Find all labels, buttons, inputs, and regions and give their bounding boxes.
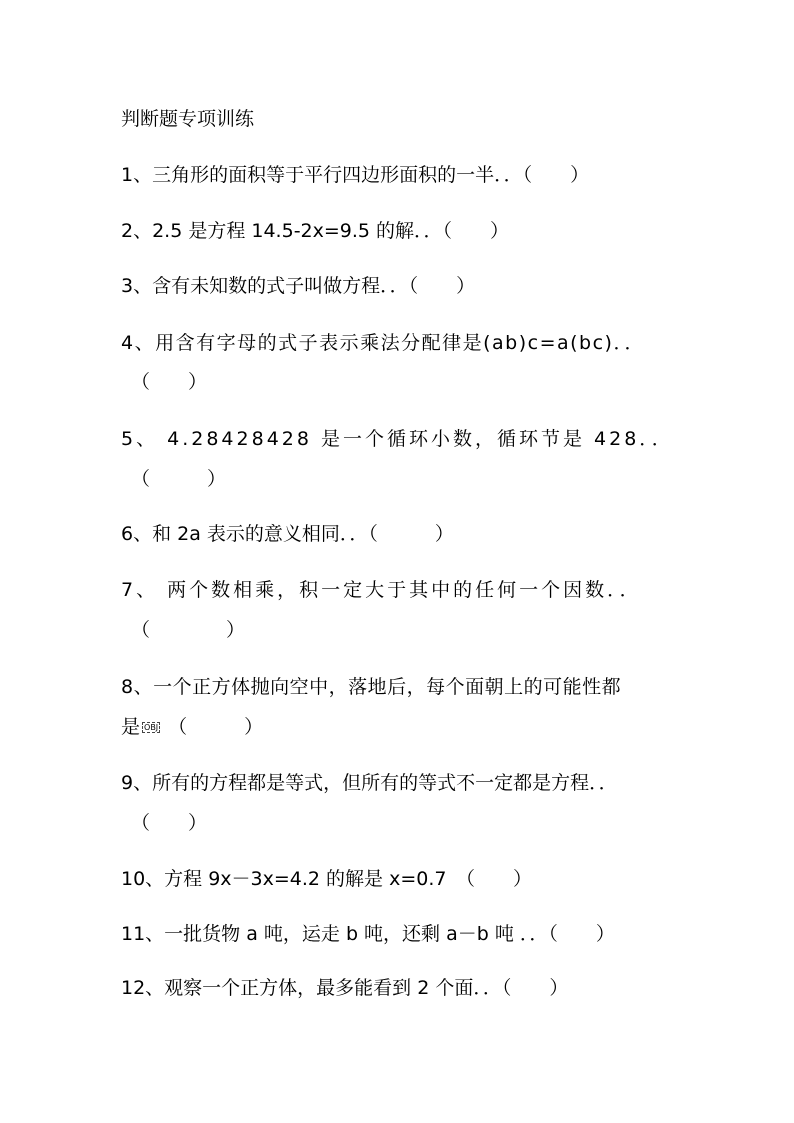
question-4-answer: （ ）	[131, 371, 208, 393]
question-1: 1、三角形的面积等于平行四边形面积的一半．．（ ）	[121, 164, 590, 186]
question-8-line2	[121, 712, 263, 739]
question-8: 8、一个正方体抛向空中，落地后，每个面朝上的可能性都	[121, 676, 622, 698]
question-7-answer: （ ）	[131, 619, 246, 641]
page-title: 判断题专项训练	[121, 108, 255, 130]
question-5-answer: （ ）	[131, 468, 227, 490]
question-5: 5、 4.28428428 是一个循环小数，循环节是 428．．	[121, 428, 674, 450]
question-11: 11、一批货物 a 吨，运走 b 吨，还剩 a－b 吨 ．．（ ）	[121, 923, 615, 945]
question-9-answer: （ ）	[131, 812, 208, 834]
question-9: 9、所有的方程都是等式，但所有的等式不一定都是方程．．	[121, 772, 618, 794]
question-7: 7、 两个数相乘，积一定大于其中的任何一个因数．．	[121, 579, 642, 601]
object-placeholder-icon: OBJ	[144, 723, 159, 732]
question-4: 4、用含有字母的式子表示乘法分配律是(ab)c=a(bc)．．	[121, 332, 645, 354]
question-8-answer: （ ）	[168, 716, 264, 738]
question-8-continuation: 是	[121, 716, 141, 738]
question-6: 6、和 2a 表示的意义相同．．（ ）	[121, 523, 454, 545]
question-3: 3、含有未知数的式子叫做方程．．（ ）	[121, 275, 476, 297]
question-10: 10、方程 9x－3x=4.2 的解是 x=0.7 （ ）	[121, 868, 532, 890]
question-2: 2、2.5 是方程 14.5-2x=9.5 的解．．（ ）	[121, 220, 510, 242]
question-12: 12、观察一个正方体，最多能看到 2 个面．．（ ）	[121, 977, 569, 999]
